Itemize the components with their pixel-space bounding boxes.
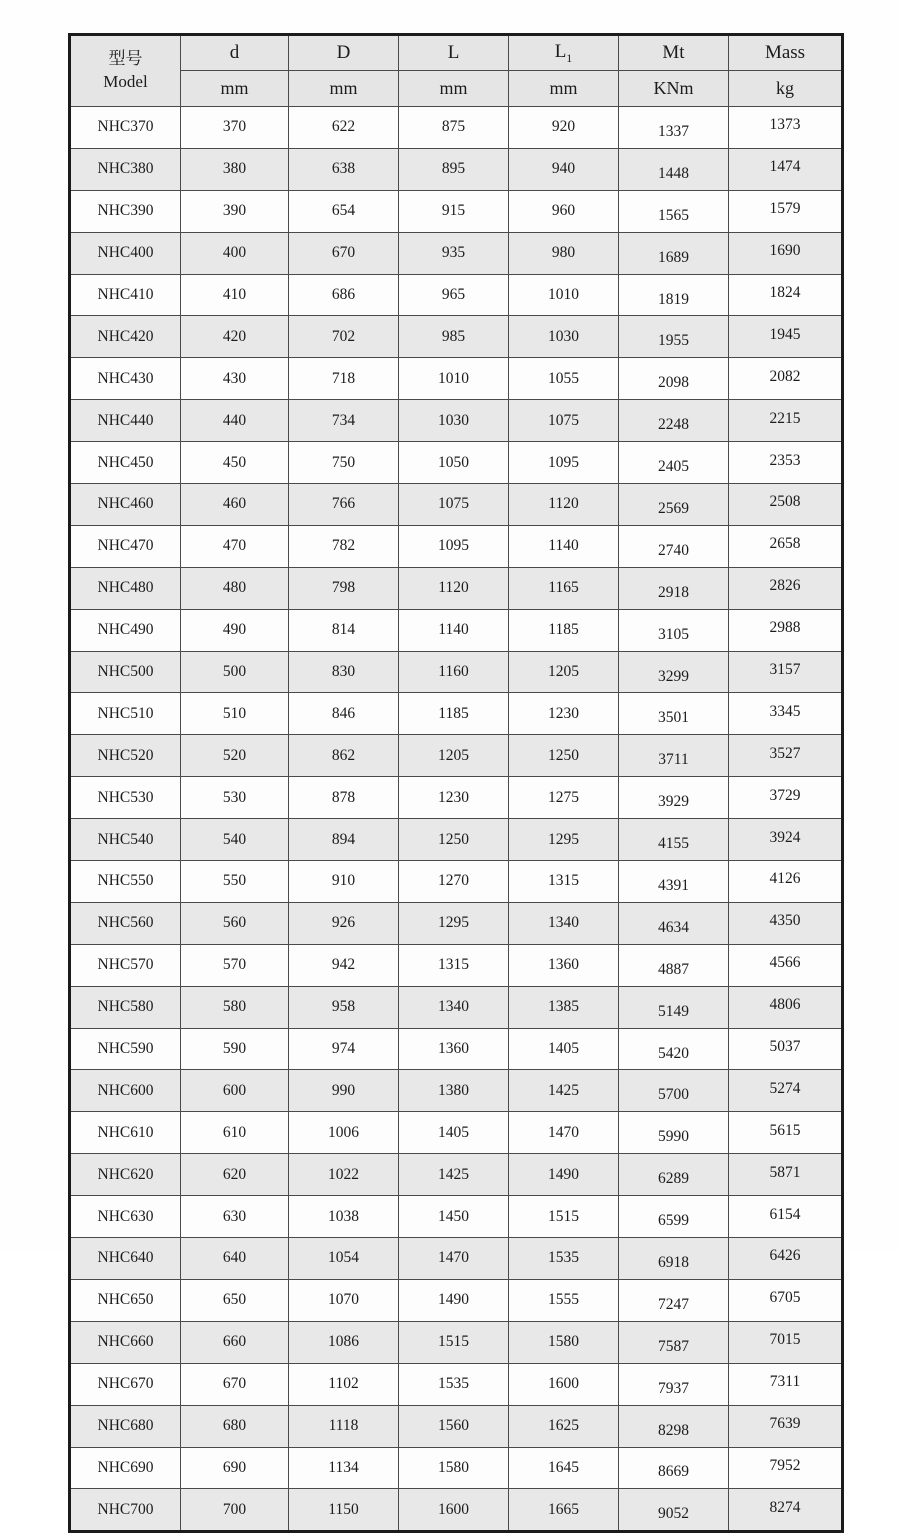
model-cell: NHC670 (70, 1363, 181, 1405)
value-cell: 1600 (399, 1489, 509, 1532)
value-cell: 8274 (729, 1489, 843, 1532)
value-cell: 974 (289, 1028, 399, 1070)
value-cell: 390 (181, 190, 289, 232)
value-cell: 1490 (509, 1154, 619, 1196)
value-cell: 2740 (619, 525, 729, 567)
value-cell: 3345 (729, 693, 843, 735)
value-cell: 4350 (729, 902, 843, 944)
value-cell: 940 (509, 148, 619, 190)
model-cell: NHC540 (70, 819, 181, 861)
unit-header-L1: mm (509, 71, 619, 107)
value-cell: 380 (181, 148, 289, 190)
value-cell: 1095 (399, 525, 509, 567)
value-cell: 990 (289, 1070, 399, 1112)
unit-header-D: mm (289, 71, 399, 107)
value-cell: 8669 (619, 1447, 729, 1489)
value-cell: 5420 (619, 1028, 729, 1070)
value-cell: 460 (181, 484, 289, 526)
model-cell: NHC450 (70, 442, 181, 484)
value-cell: 1600 (509, 1363, 619, 1405)
table-header (70, 35, 843, 107)
value-cell: 1022 (289, 1154, 399, 1196)
spec-table (68, 33, 844, 1533)
model-cell: NHC550 (70, 861, 181, 903)
value-cell: 1380 (399, 1070, 509, 1112)
model-column-header (70, 35, 181, 107)
value-cell: 400 (181, 232, 289, 274)
value-cell: 2353 (729, 442, 843, 484)
table-row (70, 358, 843, 400)
value-cell: 1565 (619, 190, 729, 232)
value-cell: 2405 (619, 442, 729, 484)
value-cell: 1050 (399, 442, 509, 484)
value-cell: 5149 (619, 986, 729, 1028)
value-cell: 530 (181, 777, 289, 819)
model-cell: NHC510 (70, 693, 181, 735)
table-row (70, 819, 843, 861)
model-cell: NHC580 (70, 986, 181, 1028)
value-cell: 6426 (729, 1238, 843, 1280)
value-cell: 862 (289, 735, 399, 777)
value-cell: 915 (399, 190, 509, 232)
table-row (70, 1363, 843, 1405)
model-header-cn: 型号 (108, 49, 143, 69)
value-cell: 2569 (619, 484, 729, 526)
model-cell: NHC620 (70, 1154, 181, 1196)
table-row (70, 484, 843, 526)
value-cell: 1295 (509, 819, 619, 861)
model-cell: NHC440 (70, 400, 181, 442)
value-cell: 620 (181, 1154, 289, 1196)
value-cell: 1295 (399, 902, 509, 944)
value-cell: 1030 (399, 400, 509, 442)
value-cell: 1580 (509, 1321, 619, 1363)
value-cell: 1689 (619, 232, 729, 274)
table-row (70, 1279, 843, 1321)
value-cell: 5615 (729, 1112, 843, 1154)
table-row (70, 316, 843, 358)
value-cell: 7247 (619, 1279, 729, 1321)
value-cell: 3157 (729, 651, 843, 693)
table-row (70, 1070, 843, 1112)
value-cell: 1140 (509, 525, 619, 567)
table-row (70, 567, 843, 609)
value-cell: 814 (289, 609, 399, 651)
value-cell: 5990 (619, 1112, 729, 1154)
value-cell: 638 (289, 148, 399, 190)
value-cell: 894 (289, 819, 399, 861)
value-cell: 686 (289, 274, 399, 316)
value-cell: 1945 (729, 316, 843, 358)
table-row (70, 525, 843, 567)
value-cell: 1560 (399, 1405, 509, 1447)
value-cell: 830 (289, 651, 399, 693)
value-cell: 1955 (619, 316, 729, 358)
table-row (70, 609, 843, 651)
value-cell: 1185 (399, 693, 509, 735)
value-cell: 1470 (509, 1112, 619, 1154)
value-cell: 1425 (509, 1070, 619, 1112)
value-cell: 1515 (509, 1196, 619, 1238)
column-header-L: L (399, 35, 509, 71)
value-cell: 1185 (509, 609, 619, 651)
value-cell: 420 (181, 316, 289, 358)
value-cell: 7587 (619, 1321, 729, 1363)
value-cell: 942 (289, 944, 399, 986)
value-cell: 2658 (729, 525, 843, 567)
value-cell: 470 (181, 525, 289, 567)
model-cell: NHC660 (70, 1321, 181, 1363)
value-cell: 1038 (289, 1196, 399, 1238)
value-cell: 1819 (619, 274, 729, 316)
value-cell: 782 (289, 525, 399, 567)
model-cell: NHC480 (70, 567, 181, 609)
table-row (70, 148, 843, 190)
value-cell: 1250 (509, 735, 619, 777)
value-cell: 1580 (399, 1447, 509, 1489)
value-cell: 2215 (729, 400, 843, 442)
value-cell: 846 (289, 693, 399, 735)
value-cell: 3929 (619, 777, 729, 819)
value-cell: 580 (181, 986, 289, 1028)
value-cell: 1690 (729, 232, 843, 274)
table-row (70, 1112, 843, 1154)
value-cell: 4887 (619, 944, 729, 986)
model-cell: NHC530 (70, 777, 181, 819)
value-cell: 680 (181, 1405, 289, 1447)
value-cell: 3501 (619, 693, 729, 735)
value-cell: 700 (181, 1489, 289, 1532)
value-cell: 610 (181, 1112, 289, 1154)
value-cell: 5871 (729, 1154, 843, 1196)
value-cell: 1205 (399, 735, 509, 777)
model-cell: NHC500 (70, 651, 181, 693)
table-row (70, 1321, 843, 1363)
value-cell: 960 (509, 190, 619, 232)
value-cell: 958 (289, 986, 399, 1028)
value-cell: 878 (289, 777, 399, 819)
value-cell: 702 (289, 316, 399, 358)
value-cell: 1385 (509, 986, 619, 1028)
value-cell: 766 (289, 484, 399, 526)
value-cell: 798 (289, 567, 399, 609)
model-cell: NHC560 (70, 902, 181, 944)
value-cell: 690 (181, 1447, 289, 1489)
table-row (70, 1028, 843, 1070)
value-cell: 520 (181, 735, 289, 777)
value-cell: 3105 (619, 609, 729, 651)
value-cell: 2988 (729, 609, 843, 651)
table-row (70, 1154, 843, 1196)
model-cell: NHC630 (70, 1196, 181, 1238)
value-cell: 440 (181, 400, 289, 442)
value-cell: 1470 (399, 1238, 509, 1280)
value-cell: 750 (289, 442, 399, 484)
value-cell: 1134 (289, 1447, 399, 1489)
value-cell: 3729 (729, 777, 843, 819)
value-cell: 1474 (729, 148, 843, 190)
value-cell: 1824 (729, 274, 843, 316)
column-header-Mt: Mt (619, 35, 729, 71)
value-cell: 510 (181, 693, 289, 735)
value-cell: 895 (399, 148, 509, 190)
value-cell: 1250 (399, 819, 509, 861)
value-cell: 430 (181, 358, 289, 400)
value-cell: 2826 (729, 567, 843, 609)
value-cell: 2508 (729, 484, 843, 526)
value-cell: 1205 (509, 651, 619, 693)
value-cell: 410 (181, 274, 289, 316)
model-cell: NHC380 (70, 148, 181, 190)
model-cell: NHC600 (70, 1070, 181, 1112)
model-cell: NHC420 (70, 316, 181, 358)
value-cell: 6599 (619, 1196, 729, 1238)
header-label-row (70, 35, 843, 71)
value-cell: 1140 (399, 609, 509, 651)
value-cell: 2082 (729, 358, 843, 400)
value-cell: 1075 (399, 484, 509, 526)
value-cell: 650 (181, 1279, 289, 1321)
value-cell: 8298 (619, 1405, 729, 1447)
model-cell: NHC640 (70, 1238, 181, 1280)
value-cell: 5700 (619, 1070, 729, 1112)
table-row (70, 777, 843, 819)
table-row (70, 274, 843, 316)
value-cell: 1315 (399, 944, 509, 986)
value-cell: 480 (181, 567, 289, 609)
model-cell: NHC430 (70, 358, 181, 400)
value-cell: 1086 (289, 1321, 399, 1363)
value-cell: 718 (289, 358, 399, 400)
model-header-en: Model (103, 72, 148, 91)
value-cell: 980 (509, 232, 619, 274)
value-cell: 1645 (509, 1447, 619, 1489)
model-cell: NHC650 (70, 1279, 181, 1321)
value-cell: 4806 (729, 986, 843, 1028)
value-cell: 1006 (289, 1112, 399, 1154)
value-cell: 1075 (509, 400, 619, 442)
value-cell: 1535 (399, 1363, 509, 1405)
value-cell: 1150 (289, 1489, 399, 1532)
value-cell: 7639 (729, 1405, 843, 1447)
table-row (70, 944, 843, 986)
value-cell: 734 (289, 400, 399, 442)
column-header-d: d (181, 35, 289, 71)
unit-header-d: mm (181, 71, 289, 107)
value-cell: 500 (181, 651, 289, 693)
unit-header-Mt: KNm (619, 71, 729, 107)
column-header-Mass: Mass (729, 35, 843, 71)
value-cell: 4155 (619, 819, 729, 861)
value-cell: 1030 (509, 316, 619, 358)
table-row (70, 651, 843, 693)
value-cell: 622 (289, 107, 399, 149)
l1-subscript: 1 (566, 50, 573, 65)
model-cell: NHC400 (70, 232, 181, 274)
value-cell: 1448 (619, 148, 729, 190)
value-cell: 1160 (399, 651, 509, 693)
value-cell: 6154 (729, 1196, 843, 1238)
table-row (70, 735, 843, 777)
value-cell: 654 (289, 190, 399, 232)
value-cell: 1535 (509, 1238, 619, 1280)
value-cell: 7937 (619, 1363, 729, 1405)
value-cell: 370 (181, 107, 289, 149)
value-cell: 1055 (509, 358, 619, 400)
value-cell: 570 (181, 944, 289, 986)
value-cell: 1340 (399, 986, 509, 1028)
value-cell: 1070 (289, 1279, 399, 1321)
value-cell: 540 (181, 819, 289, 861)
value-cell: 3527 (729, 735, 843, 777)
value-cell: 1120 (399, 567, 509, 609)
value-cell: 670 (181, 1363, 289, 1405)
value-cell: 1165 (509, 567, 619, 609)
table-row (70, 861, 843, 903)
table-row (70, 442, 843, 484)
table-row (70, 902, 843, 944)
model-cell: NHC460 (70, 484, 181, 526)
value-cell: 6918 (619, 1238, 729, 1280)
value-cell: 7015 (729, 1321, 843, 1363)
value-cell: 1102 (289, 1363, 399, 1405)
table-row (70, 1196, 843, 1238)
value-cell: 6705 (729, 1279, 843, 1321)
value-cell: 9052 (619, 1489, 729, 1532)
table-row (70, 693, 843, 735)
value-cell: 1010 (509, 274, 619, 316)
value-cell: 2248 (619, 400, 729, 442)
model-cell: NHC390 (70, 190, 181, 232)
model-cell: NHC570 (70, 944, 181, 986)
value-cell: 2918 (619, 567, 729, 609)
model-cell: NHC690 (70, 1447, 181, 1489)
value-cell: 3299 (619, 651, 729, 693)
value-cell: 1230 (399, 777, 509, 819)
table-row (70, 190, 843, 232)
model-cell: NHC590 (70, 1028, 181, 1070)
value-cell: 4126 (729, 861, 843, 903)
value-cell: 1270 (399, 861, 509, 903)
value-cell: 1625 (509, 1405, 619, 1447)
model-cell: NHC700 (70, 1489, 181, 1532)
value-cell: 640 (181, 1238, 289, 1280)
value-cell: 4634 (619, 902, 729, 944)
column-header-D: D (289, 35, 399, 71)
value-cell: 1665 (509, 1489, 619, 1532)
value-cell: 965 (399, 274, 509, 316)
value-cell: 1425 (399, 1154, 509, 1196)
model-cell: NHC470 (70, 525, 181, 567)
value-cell: 3924 (729, 819, 843, 861)
value-cell: 875 (399, 107, 509, 149)
value-cell: 590 (181, 1028, 289, 1070)
unit-header-L: mm (399, 71, 509, 107)
value-cell: 920 (509, 107, 619, 149)
value-cell: 6289 (619, 1154, 729, 1196)
value-cell: 935 (399, 232, 509, 274)
model-cell: NHC490 (70, 609, 181, 651)
value-cell: 560 (181, 902, 289, 944)
value-cell: 1340 (509, 902, 619, 944)
value-cell: 1405 (509, 1028, 619, 1070)
value-cell: 630 (181, 1196, 289, 1238)
table-row (70, 1489, 843, 1532)
value-cell: 1054 (289, 1238, 399, 1280)
value-cell: 1275 (509, 777, 619, 819)
value-cell: 550 (181, 861, 289, 903)
value-cell: 1490 (399, 1279, 509, 1321)
value-cell: 1315 (509, 861, 619, 903)
column-header-L1: $L_1$ (509, 35, 619, 71)
value-cell: 1120 (509, 484, 619, 526)
value-cell: 1515 (399, 1321, 509, 1363)
table-row (70, 400, 843, 442)
header-unit-row (70, 71, 843, 107)
value-cell: 3711 (619, 735, 729, 777)
table-row (70, 986, 843, 1028)
value-cell: 985 (399, 316, 509, 358)
table-body (70, 107, 843, 1532)
table-row (70, 1405, 843, 1447)
value-cell: 600 (181, 1070, 289, 1112)
value-cell: 1010 (399, 358, 509, 400)
value-cell: 926 (289, 902, 399, 944)
value-cell: 1579 (729, 190, 843, 232)
value-cell: 910 (289, 861, 399, 903)
value-cell: 660 (181, 1321, 289, 1363)
value-cell: 1095 (509, 442, 619, 484)
model-cell: NHC370 (70, 107, 181, 149)
model-cell: NHC680 (70, 1405, 181, 1447)
value-cell: 5037 (729, 1028, 843, 1070)
value-cell: 2098 (619, 358, 729, 400)
value-cell: 450 (181, 442, 289, 484)
table-row (70, 1447, 843, 1489)
value-cell: 1373 (729, 107, 843, 149)
table-row (70, 107, 843, 149)
unit-header-Mass: kg (729, 71, 843, 107)
value-cell: 4566 (729, 944, 843, 986)
table-row (70, 232, 843, 274)
value-cell: 1230 (509, 693, 619, 735)
table-row (70, 1238, 843, 1280)
model-cell: NHC610 (70, 1112, 181, 1154)
value-cell: 1360 (399, 1028, 509, 1070)
value-cell: 1337 (619, 107, 729, 149)
model-cell: NHC410 (70, 274, 181, 316)
value-cell: 1405 (399, 1112, 509, 1154)
value-cell: 670 (289, 232, 399, 274)
value-cell: 4391 (619, 861, 729, 903)
value-cell: 7311 (729, 1363, 843, 1405)
value-cell: 5274 (729, 1070, 843, 1112)
value-cell: 7952 (729, 1447, 843, 1489)
model-cell: NHC520 (70, 735, 181, 777)
value-cell: 1118 (289, 1405, 399, 1447)
value-cell: 490 (181, 609, 289, 651)
value-cell: 1360 (509, 944, 619, 986)
value-cell: 1555 (509, 1279, 619, 1321)
value-cell: 1450 (399, 1196, 509, 1238)
